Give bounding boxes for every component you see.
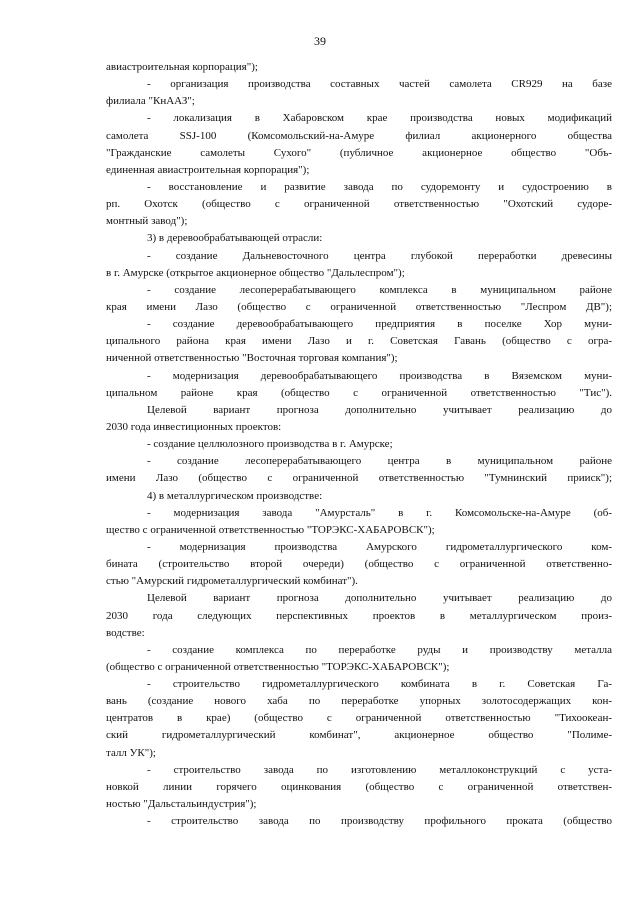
text-line: - строительство завода по изготовлению металлоконструкций с уста-	[147, 763, 612, 776]
text-line: - создание комплекса по переработке руды и производству металла	[147, 643, 612, 656]
text-line: ниченной ответственностью "Восточная торговая компания");	[106, 352, 398, 365]
text-line: единенная авиастроительная корпорация");	[106, 163, 310, 176]
text-line: - создание лесоперерабатывающего комплекса в муниципальном районе	[147, 283, 612, 296]
text-line: 3) в деревообрабатывающей отрасли:	[147, 232, 323, 245]
text-line: - восстановление и развитие завода по судоремонту и судостроению в	[147, 180, 612, 193]
page-number: 39	[314, 34, 326, 48]
text-line: - модернизация деревообрабатывающего производства в Вяземском муни-	[147, 369, 612, 382]
text-line: авиастроительная корпорация");	[106, 61, 258, 73]
text-line: 2030 года следующих перспективных проектов в металлургическом произ-	[106, 609, 612, 622]
text-line: - модернизация завода "Амурсталь" в г. Комсомольске-на-Амуре (об-	[147, 506, 612, 519]
text-line: самолета SSJ-100 (Комсомольский-на-Амуре филиал акционерного общества	[106, 129, 612, 142]
text-line: рп. Охотск (общество с ограниченной ответственностью "Охотский судоре-	[106, 198, 612, 211]
text-line: в г. Амурске (открытое акционерное общество "Дальлеспром");	[106, 266, 405, 279]
text-line: (общество с ограниченной ответственностью "ТОРЭКС-ХАБАРОВСК");	[106, 660, 450, 673]
text-line: центратов в крае) (общество с ограниченной ответственностью "Тихоокеан-	[106, 712, 612, 725]
document-body	[106, 59, 612, 830]
text-line: бината (строительство второй очереди) (общество с ограниченной ответственно-	[106, 558, 612, 571]
text-line: - создание Дальневосточного центра глубокой переработки древесины	[147, 249, 612, 262]
text-line: - создание целлюлозного производства в г. Амурске;	[147, 438, 393, 451]
text-line: - строительство гидрометаллургического комбината в г. Советская Га-	[147, 678, 612, 691]
text-line: Целевой вариант прогноза дополнительно учитывает реализацию до	[147, 592, 612, 605]
text-line: - организация производства составных частей самолета CR929 на базе	[147, 78, 612, 91]
text-line: Целевой вариант прогноза дополнительно учитывает реализацию до	[147, 403, 612, 416]
text-line: ностью "Дальстальиндустрия");	[106, 798, 257, 811]
text-line: ципальном районе края (общество с ограниченной ответственностью "Тис").	[106, 386, 612, 399]
text-line: имени Лазо (общество с ограниченной ответственностью "Тумнинский прииск");	[106, 472, 612, 485]
text-line: монтный завод");	[106, 215, 188, 228]
text-line: водстве:	[106, 626, 145, 639]
text-line: новкой линии горячего оцинкования (общество с ограниченной ответствен-	[106, 780, 612, 793]
text-line: - создание лесоперерабатывающего центра в муниципальном районе	[147, 455, 612, 468]
text-line: - создание деревообрабатывающего предприятия в поселке Хор муни-	[147, 318, 612, 331]
text-line: талл УК");	[106, 746, 156, 759]
text-line: стью "Амурский гидрометаллургический комбинат").	[106, 575, 358, 588]
text-line: филиала "КнААЗ";	[106, 95, 195, 108]
text-line: щество с ограниченной ответственностью "ТОРЭКС-ХАБАРОВСК");	[106, 523, 435, 536]
text-line: вань (создание нового хаба по переработке упорных золотосодержащих кон-	[106, 695, 612, 708]
text-line: края имени Лазо (общество с ограниченной ответственностью "Леспром ДВ");	[106, 300, 612, 313]
text-line: - модернизация производства Амурского гидрометаллургического ком-	[147, 540, 612, 553]
text-line: 4) в металлургическом производстве:	[147, 489, 323, 502]
text-line: - локализация в Хабаровском крае производства новых модификаций	[147, 112, 612, 125]
text-line: ский гидрометаллургический комбинат", акционерное общество "Полиме-	[106, 729, 612, 742]
text-line: "Гражданские самолеты Сухого" (публичное акционерное общество "Объ-	[106, 146, 612, 159]
text-line: 2030 года инвестиционных проектов:	[106, 420, 282, 433]
text-line: ципального района края имени Лазо и г. Советская Гавань (общество с огра-	[106, 335, 612, 348]
text-line: - строительство завода по производству профильного проката (общество	[147, 815, 612, 828]
